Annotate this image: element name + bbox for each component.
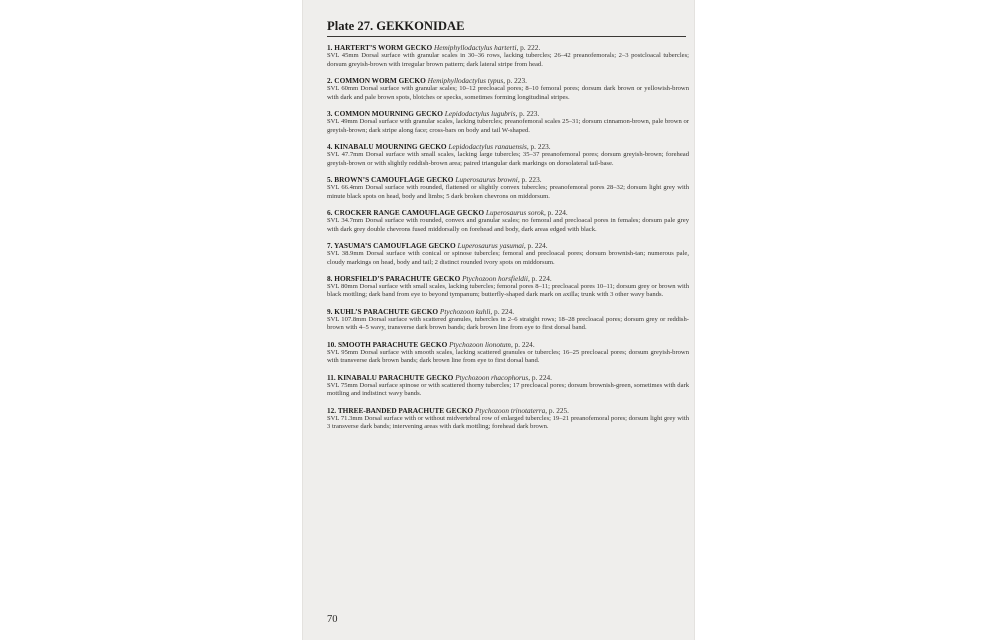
species-description: SVL 80mm Dorsal surface with small scales, lacking tubercles; femoral pores 8–11; precloacal pores 10–11; dorsum grey or brown with black mottling; dark band from eye to beyond tympanum; butterfly-shaped dark mark on axilla; trunk with 3 other wavy bands. [327,283,689,299]
species-scientific-name: Ptychozoon lionotum [449,339,511,349]
species-scientific-name: Ptychozoon trinotaterra [474,405,546,415]
species-common-name: 11. KINABALU PARACHUTE GECKO [327,372,454,382]
page-number: 70 [327,614,338,625]
species-entry [327,77,689,102]
species-description: SVL 34.7mm Dorsal surface with rounded, convex and granular scales; no femoral and precloacal pores in females; dorsum pale grey with dark grey double chevrons fused middorsally on forehead and body, dark areas edged with black. [327,217,689,233]
species-heading [327,143,689,151]
species-description: SVL 38.9mm Dorsal surface with conical or spinose tubercles; femoral and precloacal pores; dorsum brownish-tan; numerous pale, cloudy markings on head, body and tail; 2 distinct rounded ivory spots on middorsum. [327,250,689,266]
species-common-name: 10. SMOOTH PARACHUTE GECKO [327,339,448,349]
species-common-name: 6. CROCKER RANGE CAMOUFLAGE GECKO [327,207,485,217]
species-heading [327,176,689,184]
species-description: SVL 45mm Dorsal surface with granular scales in 30–36 rows, lacking tubercles; 26–42 preanofemorals; 2–3 postcloacal tubercles; dorsum greyish-brown with irregular brown pattern; dark lateral stripe from head. [327,52,689,68]
species-common-name: 3. COMMON MOURNING GECKO [327,108,443,118]
species-heading [327,77,689,85]
species-entry [327,341,689,366]
species-heading [327,110,689,118]
species-common-name: 1. HARTERT’S WORM GECKO [327,43,433,52]
species-entry [327,374,689,399]
species-entry [327,209,689,234]
species-description: SVL 47.7mm Dorsal surface with small scales, lacking large tubercles; 35–37 preanofemoral pores; dorsum greyish-brown; forehead greyish-brown or with slightly reddish-brown area; paired triangular dark markings on dorsolateral tail-base. [327,151,689,167]
species-common-name: 2. COMMON WORM GECKO [327,75,426,85]
species-common-name: 4. KINABALU MOURNING GECKO [327,141,447,151]
species-page-reference: , p. 224. [523,240,548,250]
species-common-name: 9. KUHL’S PARACHUTE GECKO [327,306,439,316]
species-common-name: 8. HORSFIELD’S PARACHUTE GECKO [327,273,461,283]
species-entry [327,143,689,168]
species-scientific-name: Lepidodactylus lugubris [444,108,516,118]
species-page-reference: , p. 224. [543,207,568,217]
species-scientific-name: Luperosaurus sorok [485,207,544,217]
species-common-name: 7. YASUMA’S CAMOUFLAGE GECKO [327,240,456,250]
species-description: SVL 107.8mm Dorsal surface with scattered granules, tubercles in 2–6 straight rows; 18–28 precloacal pores; dorsum grey or reddish-brown with 4–5 wavy, transverse dark brown bands; dark brown line from eye to first dorsal band. [327,316,689,332]
species-scientific-name: Ptychozoon horsfieldii [462,273,528,283]
species-entry [327,176,689,201]
species-page-reference: , p. 224. [528,372,552,382]
species-scientific-name: Luperosaurus yasumai [457,240,524,250]
species-heading [327,44,689,52]
species-heading [327,209,689,217]
species-scientific-name: Hemiphyllodactylus typus [427,75,504,85]
species-description: SVL 75mm Dorsal surface spinose or with scattered thorny tubercles; 17 precloacal pores; dorsum brownish-green, sometimes with dark mottling and indistinct wavy bands. [327,382,689,398]
species-entry [327,275,689,300]
species-page-reference: , p. 224. [527,273,552,283]
species-entry [327,308,689,333]
species-heading [327,275,689,283]
species-scientific-name: Luperosaurus browni [455,174,518,184]
species-page-reference: , p. 224. [490,306,515,316]
species-entry [327,44,689,69]
species-heading [327,374,689,382]
species-entry [327,110,689,135]
species-entry [327,242,689,267]
species-heading [327,242,689,250]
species-common-name: 12. THREE-BANDED PARACHUTE GECKO [327,405,474,415]
species-page-reference: , p. 223. [515,108,540,118]
species-heading [327,341,689,349]
species-scientific-name: Ptychozoon rhacophorus [455,372,529,382]
species-page-reference: , p. 225. [545,405,569,415]
species-heading [327,407,689,415]
species-page-reference: , p. 223. [517,174,542,184]
species-heading [327,308,689,316]
species-page-reference: , p. 224. [510,339,535,349]
plate-title: Plate 27. GEKKONIDAE [327,19,686,37]
species-description: SVL 71.3mm Dorsal surface with or without midvertebral row of enlarged tubercles; 19–21 preanofemoral pores; dorsum light grey with 3 transverse dark bands; intervening areas with dark mottling; forehead dark brown. [327,415,689,431]
species-common-name: 5. BROWN’S CAMOUFLAGE GECKO [327,174,454,184]
book-page [302,0,695,640]
species-description: SVL 49mm Dorsal surface with granular scales, lacking tubercles; preanofemoral scales 25–31; dorsum cinnamon-brown, pale brown or greyish-brown; dark stripe along face; cross-bars on body and tail W-shaped. [327,118,689,134]
species-scientific-name: Hemiphyllodactylus harterti [434,43,517,52]
species-description: SVL 95mm Dorsal surface with smooth scales, lacking scattered granules or tubercles; 16–25 precloacal pores; dorsum greyish-brown with transverse dark brown bands; dark brown line from eye to first dorsal band. [327,349,689,365]
species-page-reference: , p. 222. [516,43,541,52]
species-description: SVL 60mm Dorsal surface with granular scales; 10–12 precloacal pores; 8–10 femoral pores; dorsum dark brown or yellowish-brown with dark and pale brown spots, blotches or specks, sometimes forming longitudinal stripes. [327,85,689,101]
species-description: SVL 66.4mm Dorsal surface with rounded, flattened or slightly convex tubercles; preanofemoral pores 28–32; dorsum light grey with minute black spots on head, body and limbs; 5 dark broken chevrons on middorsum. [327,184,689,200]
species-entry [327,407,689,432]
species-page-reference: , p. 223. [503,75,527,85]
species-scientific-name: Ptychozoon kuhli [439,306,491,316]
species-list [327,44,689,440]
species-scientific-name: Lepidodactylus ranauensis [448,141,527,151]
species-page-reference: , p. 223. [526,141,551,151]
